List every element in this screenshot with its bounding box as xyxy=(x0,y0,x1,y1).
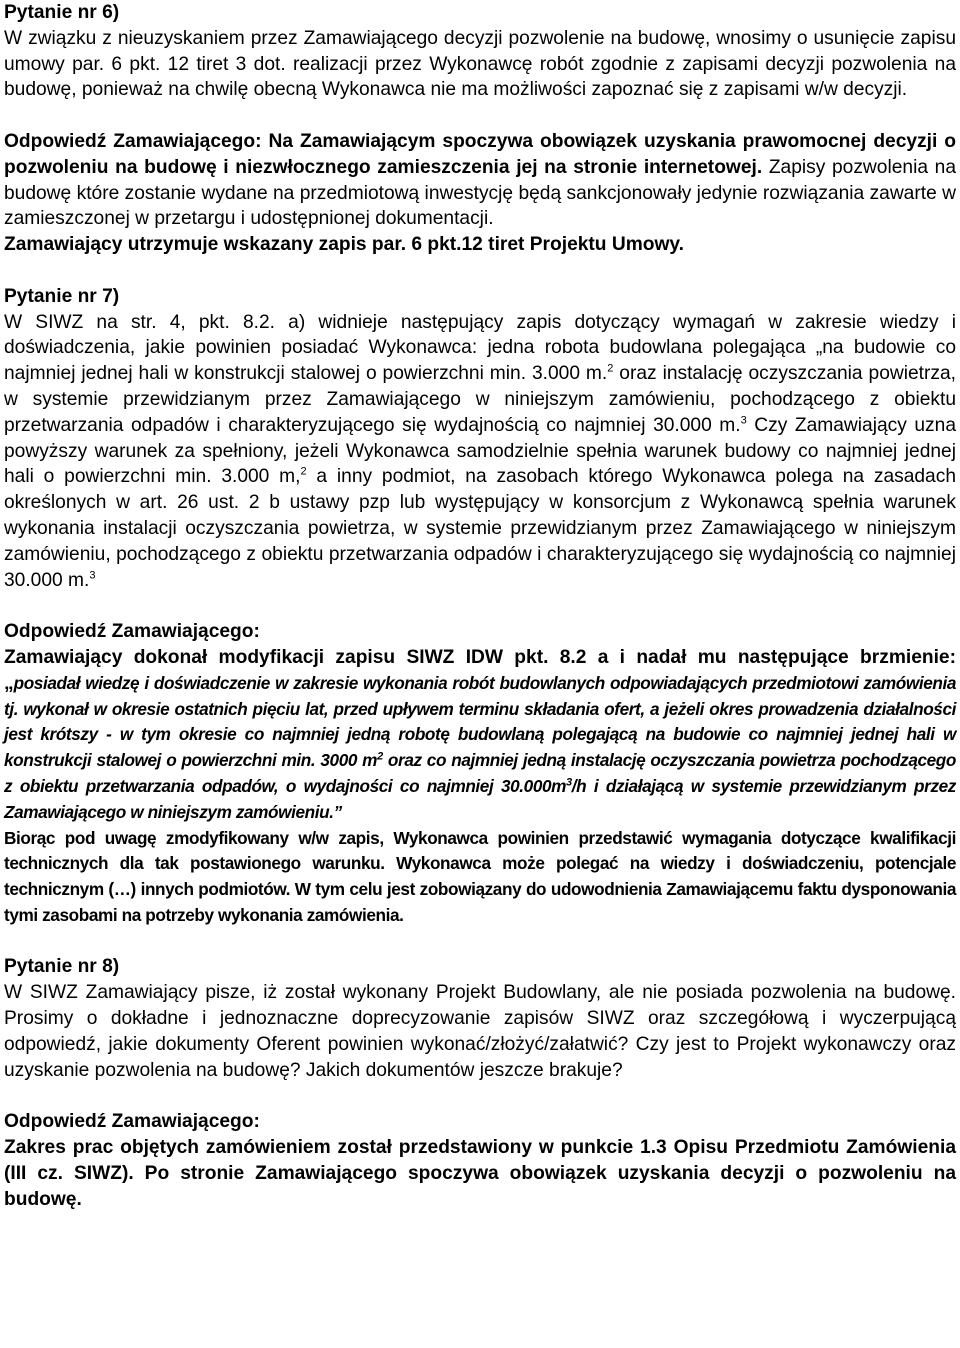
question-6-text: W związku z nieuzyskaniem przez Zamawiającego decyzji pozwolenie na budowę, wnosimy o usunięcie zapisu umowy par. 6 pkt. 12 tiret 3 dot. realizacji przez Wykonawcę robót zgodnie z zapisami decyzji pozwolenia na budowę, ponieważ na chwilę obecną Wykonawca nie ma możliwości zapoznać się z zapisami w/w decyzji. xyxy=(4,27,956,101)
question-7-text xyxy=(4,310,956,594)
answer-7-sup2: 3 xyxy=(566,776,572,789)
q7-part3: Czy Zamawiający uzna powyższy warunek za spełniony, jeżeli Wykonawca samodzielnie spełnia warunek budowy co najmniej jednej hali o powierzchni min. 3.000 m, xyxy=(4,414,956,488)
question-7-heading: Pytanie nr 7) xyxy=(4,285,120,307)
question-8-section xyxy=(4,954,956,1212)
q7-sup4: 3 xyxy=(89,569,96,582)
answer-7-quote2: oraz co najmniej jedną instalację oczyszczania powietrza pochodzącego z obiektu przetwarzania odpadów, o wydajności co najmniej 30.000m xyxy=(4,750,956,796)
question-8-heading: Pytanie nr 8) xyxy=(4,956,120,978)
answer-6-body: Zapisy pozwolenia na budowę które zostanie wydane na przedmiotową inwestycję będą sankcjonowały jedynie rozwiązania zawarte w zamieszczonej w przetargu i udostępnionej dokumentacji. xyxy=(4,156,956,230)
answer-8-text: Zakres prac objętych zamówieniem został przedstawiony w punkcie 1.3 Opisu Przedmiotu Zamówienia (III cz. SIWZ). Po stronie Zamawiającego spoczywa obowiązek uzyskania decyzji o pozwoleniu na budowę. xyxy=(4,1137,956,1210)
question-8-text: W SIWZ Zamawiający pisze, iż został wykonany Projekt Budowlany, ale nie posiada pozwolenia na budowę. Prosimy o dokładne i jednoznaczne doprecyzowanie zapisów SIWZ oraz szczegółową i wyczerpującą odpowiedź, jakie dokumenty Oferent powinien wykonać/złożyć/załatwić? Czy jest to Projekt wykonawczy oraz uzyskanie pozwolenia na budowę? Jakich dokumentów jeszcze brakuje? xyxy=(4,982,956,1081)
q7-sup1: 2 xyxy=(607,362,614,375)
answer-7-sup1: 2 xyxy=(377,750,383,763)
question-6-section xyxy=(4,0,956,258)
answer-7-lead: Zamawiający dokonał modyfikacji zapisu SIWZ IDW pkt. 8.2 a i nadał mu następujące brzmienie: „ xyxy=(4,646,956,694)
question-6-heading: Pytanie nr 6) xyxy=(4,2,120,23)
q7-sup3: 2 xyxy=(300,465,307,478)
answer-7-quote3: /h i działającą w systemie przewidzianym przez Zamawiającego w niniejszym zamówieniu.” xyxy=(4,775,956,822)
answer-7-rest: Biorąc pod uwagę zmodyfikowany w/w zapis, Wykonawca powinien przedstawić wymagania dotyczące kwalifikacji technicznych dla tak postawionego warunku. Wykonawca może polegać na wiedzy i doświadczeniu, potencjale technicznym (…) innych podmiotów. W tym celu jest zobowiązany do udowodnienia Zamawiającemu faktu dysponowania tymi zasobami na potrzeby wykonania zamówienia. xyxy=(4,827,956,925)
answer-7-quote1: posiadał wiedzę i doświadczenie w zakresie wykonania robót budowlanych odpowiadających przedmiotowi zamówienia tj. wykonał w okresie ostatnich pięciu lat, przed upływem terminu składania ofert, a jeżeli okres prowadzenia działalności jest krótszy - w tym okresie co najmniej jedną robotę budowlaną polegającą na budowie co najmniej jednej hali w konstrukcji stalowej o powierzchni min. 3000 m xyxy=(4,672,956,771)
q7-part4: a inny podmiot, na zasobach którego Wykonawca polega na zasadach określonych w art. 26 ust. 2 b ustawy pzp lub występujący w konsorcjum z Wykonawcą spełnia warunek wykonania instalacji oczyszczania powietrza, w systemie przewidzianym przez Zamawiającego w niniejszym zamówieniu, pochodzącego z obiektu przetwarzania odpadów i charakteryzującego się wydajnością co najmniej 30.000 m. xyxy=(4,466,956,591)
answer-7-text xyxy=(4,645,956,826)
question-7-section xyxy=(4,284,956,929)
q7-sup2: 3 xyxy=(740,414,747,427)
q7-part2: oraz instalację oczyszczania powietrza, w systemie przewidzianym przez Zamawiającego w niniejszym zamówieniu, pochodzącego z obiektu przetwarzania odpadów i charakteryzującego się wydajnością co najmniej 30.000 m. xyxy=(4,363,956,436)
answer-6-final: Zamawiający utrzymuje wskazany zapis par. 6 pkt.12 tiret Projektu Umowy. xyxy=(4,234,684,256)
answer-6-bold: Odpowiedź Zamawiającego: Na Zamawiającym spoczywa obowiązek uzyskania prawomocnej decyzji o pozwoleniu na budowę i niezwłocznego zamieszczenia jej na stronie internetowej. xyxy=(4,130,956,178)
answer-7-heading: Odpowiedź Zamawiającego: xyxy=(4,621,260,643)
q7-part1: W SIWZ na str. 4, pkt. 8.2. a) widnieje następujący zapis dotyczący wymagań w zakresie wiedzy i doświadczenia, jakie powinien posiadać Wykonawca: jedna robota budowlana polegająca „na budowie co najmniej jednej hali w konstrukcji stalowej o powierzchni min. 3.000 m. xyxy=(4,311,956,385)
answer-8-heading: Odpowiedź Zamawiającego: xyxy=(4,1111,260,1133)
answer-6-text xyxy=(4,129,956,232)
